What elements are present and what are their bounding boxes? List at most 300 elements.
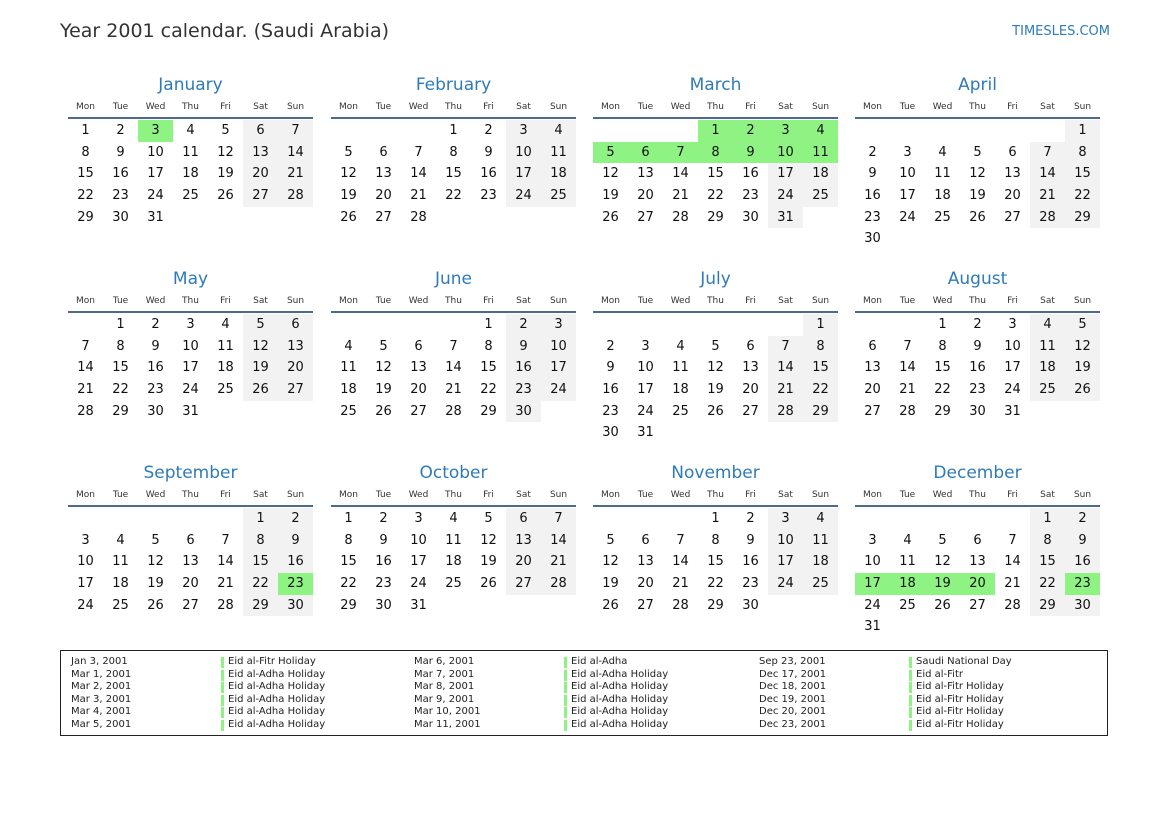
day-cell: 18 xyxy=(541,163,576,185)
day-cell: 12 xyxy=(934,554,951,570)
weekday-label: Sun xyxy=(1073,490,1092,500)
day-cell: 19 xyxy=(1065,357,1100,379)
day-cell: 18 xyxy=(934,188,951,204)
weekday-label: Mon xyxy=(863,296,882,306)
weekday-label: Wed xyxy=(145,296,166,306)
day-cell: 14 xyxy=(1004,554,1021,570)
month-october xyxy=(331,462,576,616)
day-cell: 7 xyxy=(449,338,458,354)
day-cell: 28 xyxy=(768,401,803,423)
day-cell: 15 xyxy=(803,357,838,379)
holiday-date: Mar 8, 2001 xyxy=(414,681,475,693)
holiday-marker xyxy=(221,670,224,681)
day-cell: 17 xyxy=(410,554,427,570)
weekday-label: Fri xyxy=(745,296,756,306)
day-cell: 13 xyxy=(1004,166,1021,182)
holiday-name: Saudi National Day xyxy=(916,656,1012,667)
weekday-label: Fri xyxy=(220,490,231,500)
day-cell: 17 xyxy=(1004,360,1021,376)
day-cell: 22 xyxy=(112,382,129,398)
header-rule xyxy=(855,311,1100,313)
weekday-label: Sat xyxy=(1040,296,1055,306)
day-cell: 3 xyxy=(768,508,803,530)
day-cell: 24 xyxy=(541,379,576,401)
holiday-date: Mar 2, 2001 xyxy=(71,681,132,693)
day-cell: 8 xyxy=(484,338,493,354)
holiday-name: Eid al-Fitr Holiday xyxy=(916,706,1004,718)
day-cell: 19 xyxy=(480,554,497,570)
empty-cell xyxy=(401,120,436,142)
weekday-label: Mon xyxy=(863,102,882,112)
empty-cell xyxy=(366,314,401,336)
weekday-label: Sat xyxy=(1040,490,1055,500)
day-cell: 30 xyxy=(147,403,164,419)
weekday-label: Sat xyxy=(253,296,268,306)
day-cell: 8 xyxy=(1065,142,1100,164)
day-cell: 13 xyxy=(969,554,986,570)
holiday-entry xyxy=(404,719,751,732)
day-cell: 4 xyxy=(1030,314,1065,336)
day-cell: 20 xyxy=(506,551,541,573)
day-cell: 25 xyxy=(445,576,462,592)
day-cell: 13 xyxy=(742,360,759,376)
day-cell: 27 xyxy=(182,597,199,613)
day-cell: 27 xyxy=(375,209,392,225)
day-cell: 15 xyxy=(445,166,462,182)
day-cell: 9 xyxy=(379,532,388,548)
day-cell: 26 xyxy=(1065,379,1100,401)
weekday-label: Thu xyxy=(182,296,199,306)
month-january xyxy=(68,74,313,228)
day-cell: 4 xyxy=(186,123,195,138)
holiday-entry xyxy=(61,656,408,669)
day-cell: 22 xyxy=(480,382,497,398)
weekday-label: Mon xyxy=(601,102,620,112)
day-cell: 14 xyxy=(1030,163,1065,185)
day-cell: 19 xyxy=(147,576,164,592)
holiday-marker xyxy=(221,682,224,693)
day-cell: 21 xyxy=(1030,185,1065,207)
day-cell: 20 xyxy=(1004,188,1021,204)
day-cell: 8 xyxy=(711,532,720,548)
day-cell: 14 xyxy=(77,360,94,376)
month-april xyxy=(855,74,1100,250)
day-cell: 14 xyxy=(672,166,689,182)
weekday-label: Sun xyxy=(1073,102,1092,112)
holiday-day-cell: 19 xyxy=(925,573,960,595)
empty-cell xyxy=(890,508,925,530)
day-cell: 24 xyxy=(147,188,164,204)
day-cell: 20 xyxy=(182,576,199,592)
legend-column xyxy=(61,656,408,732)
day-cell: 31 xyxy=(410,597,427,613)
day-cell: 23 xyxy=(602,403,619,419)
day-cell: 27 xyxy=(742,403,759,419)
day-cell: 25 xyxy=(803,185,838,207)
day-cell: 18 xyxy=(1030,357,1065,379)
holiday-date: Mar 9, 2001 xyxy=(414,693,475,705)
holiday-marker xyxy=(909,682,912,693)
empty-cell xyxy=(995,508,1030,530)
holiday-entry xyxy=(749,669,1096,682)
day-cell: 5 xyxy=(484,511,493,526)
holiday-day-cell: 3 xyxy=(138,120,173,142)
holiday-date: Mar 7, 2001 xyxy=(414,668,475,680)
day-cell: 14 xyxy=(899,360,916,376)
day-cell: 5 xyxy=(1065,314,1100,336)
holiday-name: Eid al-Adha Holiday xyxy=(571,681,669,693)
weekday-label: Tue xyxy=(899,296,916,306)
header-rule xyxy=(331,117,576,119)
day-cell: 10 xyxy=(637,360,654,376)
weekday-label: Mon xyxy=(76,296,95,306)
holiday-day-cell: 17 xyxy=(855,573,890,595)
day-cell: 29 xyxy=(934,403,951,419)
day-cell: 13 xyxy=(864,360,881,376)
day-cell: 9 xyxy=(868,166,877,182)
holiday-marker xyxy=(909,707,912,718)
weekday-label: Tue xyxy=(637,296,654,306)
day-cell: 5 xyxy=(938,532,947,548)
weekday-label: Wed xyxy=(145,102,166,112)
day-cell: 17 xyxy=(637,382,654,398)
day-cell: 22 xyxy=(803,379,838,401)
weekday-header xyxy=(68,486,313,504)
month-name: June xyxy=(434,269,473,289)
holiday-date: Mar 4, 2001 xyxy=(71,706,132,718)
day-cell: 23 xyxy=(147,382,164,398)
day-cell: 29 xyxy=(1065,207,1100,229)
holiday-marker xyxy=(221,707,224,718)
day-cell: 11 xyxy=(1030,336,1065,358)
day-cell: 31 xyxy=(637,425,654,441)
day-cell: 5 xyxy=(243,314,278,336)
empty-cell xyxy=(768,314,803,336)
holiday-day-cell: 5 xyxy=(593,142,628,164)
day-cell: 10 xyxy=(541,336,576,358)
weekday-label: Wed xyxy=(670,296,691,306)
weekday-label: Sat xyxy=(778,490,793,500)
day-cell: 7 xyxy=(676,532,685,548)
day-cell: 6 xyxy=(506,508,541,530)
day-cell: 9 xyxy=(484,144,493,160)
holiday-day-cell: 11 xyxy=(803,142,838,164)
day-cell: 29 xyxy=(1030,595,1065,617)
month-name: March xyxy=(689,75,742,95)
holiday-date: Dec 23, 2001 xyxy=(759,718,827,730)
empty-cell xyxy=(995,120,1030,142)
day-cell: 29 xyxy=(707,209,724,225)
holiday-name: Eid al-Adha Holiday xyxy=(571,706,669,718)
day-cell: 7 xyxy=(903,338,912,354)
holiday-entry xyxy=(404,681,751,694)
day-cell: 15 xyxy=(934,360,951,376)
day-cell: 9 xyxy=(116,144,125,160)
day-cell: 11 xyxy=(899,554,916,570)
day-cell: 21 xyxy=(1004,576,1021,592)
day-cell: 4 xyxy=(116,532,125,548)
day-cell: 6 xyxy=(641,532,650,548)
day-cell: 24 xyxy=(182,382,199,398)
empty-cell xyxy=(331,120,366,142)
day-cell: 5 xyxy=(151,532,160,548)
weekday-label: Mon xyxy=(601,490,620,500)
day-cell: 10 xyxy=(182,338,199,354)
day-grid xyxy=(855,314,1100,422)
holiday-name: Eid al-Adha Holiday xyxy=(228,681,326,693)
day-cell: 5 xyxy=(344,144,353,160)
day-cell: 20 xyxy=(410,382,427,398)
empty-cell xyxy=(593,120,628,142)
weekday-label: Fri xyxy=(1007,490,1018,500)
empty-cell xyxy=(1030,120,1065,142)
day-cell: 24 xyxy=(637,403,654,419)
day-cell: 1 xyxy=(344,511,353,526)
holiday-marker xyxy=(909,670,912,681)
day-cell: 15 xyxy=(243,551,278,573)
holiday-name: Eid al-Adha Holiday xyxy=(571,668,669,680)
day-cell: 19 xyxy=(707,382,724,398)
day-cell: 1 xyxy=(803,314,838,336)
empty-cell xyxy=(663,120,698,142)
holiday-date: Mar 3, 2001 xyxy=(71,693,132,705)
day-cell: 18 xyxy=(182,166,199,182)
day-cell: 15 xyxy=(1030,551,1065,573)
day-cell: 9 xyxy=(278,530,313,552)
day-cell: 25 xyxy=(182,188,199,204)
empty-cell xyxy=(138,508,173,530)
day-grid xyxy=(331,508,576,616)
weekday-header xyxy=(331,486,576,504)
weekday-label: Sun xyxy=(549,490,568,500)
day-cell: 6 xyxy=(243,120,278,142)
weekday-label: Thu xyxy=(707,102,724,112)
holiday-marker xyxy=(909,695,912,706)
weekday-label: Tue xyxy=(112,296,129,306)
weekday-label: Tue xyxy=(375,490,392,500)
site-link[interactable]: TIMESLES.COM xyxy=(1012,24,1110,39)
day-cell: 17 xyxy=(768,551,803,573)
holiday-entry xyxy=(749,694,1096,707)
header-rule xyxy=(593,311,838,313)
day-grid xyxy=(855,508,1100,638)
holiday-date: Dec 17, 2001 xyxy=(759,668,827,680)
weekday-label: Thu xyxy=(969,102,986,112)
empty-cell xyxy=(68,314,103,336)
empty-cell xyxy=(855,120,890,142)
month-name: May xyxy=(172,269,209,289)
header-rule xyxy=(68,311,313,313)
day-cell: 12 xyxy=(1065,336,1100,358)
day-cell: 16 xyxy=(147,360,164,376)
day-cell: 28 xyxy=(445,403,462,419)
day-cell: 12 xyxy=(602,554,619,570)
day-cell: 20 xyxy=(637,576,654,592)
day-cell: 16 xyxy=(742,554,759,570)
day-cell: 2 xyxy=(151,317,160,332)
day-cell: 2 xyxy=(606,338,615,354)
day-cell: 31 xyxy=(147,209,164,225)
month-name: August xyxy=(947,269,1008,289)
empty-cell xyxy=(960,508,995,530)
day-cell: 12 xyxy=(217,144,234,160)
day-cell: 20 xyxy=(864,382,881,398)
day-cell: 28 xyxy=(410,209,427,225)
day-cell: 1 xyxy=(1030,508,1065,530)
day-cell: 18 xyxy=(217,360,234,376)
day-cell: 22 xyxy=(707,576,724,592)
day-cell: 29 xyxy=(243,595,278,617)
day-cell: 12 xyxy=(602,166,619,182)
day-cell: 28 xyxy=(899,403,916,419)
empty-cell xyxy=(173,508,208,530)
weekday-label: Sun xyxy=(811,102,830,112)
day-cell: 28 xyxy=(672,209,689,225)
holiday-date: Jan 3, 2001 xyxy=(71,656,128,667)
holiday-entry xyxy=(61,669,408,682)
holiday-day-cell: 2 xyxy=(733,120,768,142)
day-cell: 1 xyxy=(711,511,720,526)
day-cell: 20 xyxy=(742,382,759,398)
month-name: April xyxy=(958,75,997,95)
holiday-day-cell: 9 xyxy=(733,142,768,164)
weekday-header xyxy=(593,98,838,116)
day-cell: 18 xyxy=(803,551,838,573)
month-name: November xyxy=(671,463,760,483)
day-cell: 8 xyxy=(1030,530,1065,552)
day-cell: 17 xyxy=(182,360,199,376)
day-cell: 8 xyxy=(243,530,278,552)
day-cell: 9 xyxy=(1065,530,1100,552)
day-cell: 1 xyxy=(243,508,278,530)
day-cell: 22 xyxy=(445,188,462,204)
day-cell: 14 xyxy=(672,554,689,570)
weekday-label: Fri xyxy=(745,490,756,500)
day-cell: 6 xyxy=(379,144,388,160)
weekday-label: Thu xyxy=(182,102,199,112)
day-cell: 10 xyxy=(410,532,427,548)
day-cell: 5 xyxy=(711,338,720,354)
holiday-marker xyxy=(564,707,567,718)
weekday-label: Wed xyxy=(932,490,953,500)
month-name: February xyxy=(415,75,492,95)
day-cell: 15 xyxy=(707,166,724,182)
day-cell: 31 xyxy=(768,207,803,229)
holiday-name: Eid al-Fitr Holiday xyxy=(916,718,1004,730)
empty-cell xyxy=(208,508,243,530)
month-february xyxy=(331,74,576,228)
day-cell: 7 xyxy=(81,338,90,354)
holiday-date: Dec 20, 2001 xyxy=(759,706,827,718)
empty-cell xyxy=(331,314,366,336)
day-cell: 16 xyxy=(602,382,619,398)
day-cell: 14 xyxy=(445,360,462,376)
legend-column xyxy=(404,656,751,732)
day-cell: 11 xyxy=(803,530,838,552)
day-cell: 13 xyxy=(278,336,313,358)
weekday-label: Sat xyxy=(516,102,531,112)
day-cell: 24 xyxy=(1004,382,1021,398)
page-title: Year 2001 calendar. (Saudi Arabia) xyxy=(60,20,389,42)
day-cell: 10 xyxy=(1004,338,1021,354)
day-cell: 1 xyxy=(81,123,90,138)
day-cell: 21 xyxy=(768,379,803,401)
day-cell: 16 xyxy=(506,357,541,379)
weekday-header xyxy=(855,292,1100,310)
weekday-label: Thu xyxy=(969,490,986,500)
header-rule xyxy=(331,505,576,507)
empty-cell xyxy=(925,508,960,530)
day-cell: 2 xyxy=(379,511,388,526)
day-cell: 27 xyxy=(278,379,313,401)
empty-cell xyxy=(593,314,628,336)
day-cell: 10 xyxy=(768,530,803,552)
header-rule xyxy=(593,505,838,507)
day-cell: 22 xyxy=(1030,573,1065,595)
weekday-label: Fri xyxy=(745,102,756,112)
weekday-label: Mon xyxy=(601,296,620,306)
day-cell: 26 xyxy=(602,209,619,225)
day-cell: 11 xyxy=(340,360,357,376)
weekday-header xyxy=(593,486,838,504)
day-cell: 2 xyxy=(868,144,877,160)
day-cell: 12 xyxy=(147,554,164,570)
day-cell: 3 xyxy=(506,120,541,142)
day-cell: 23 xyxy=(864,209,881,225)
day-cell: 27 xyxy=(1004,209,1021,225)
empty-cell xyxy=(855,314,890,336)
day-cell: 12 xyxy=(707,360,724,376)
day-cell: 23 xyxy=(742,576,759,592)
day-cell: 16 xyxy=(864,188,881,204)
holiday-marker xyxy=(909,720,912,731)
weekday-label: Sun xyxy=(549,296,568,306)
day-cell: 18 xyxy=(445,554,462,570)
day-cell: 7 xyxy=(414,144,423,160)
holiday-name: Eid al-Adha Holiday xyxy=(571,693,669,705)
day-cell: 2 xyxy=(506,314,541,336)
day-cell: 23 xyxy=(375,576,392,592)
day-cell: 8 xyxy=(449,144,458,160)
day-cell: 25 xyxy=(934,209,951,225)
weekday-label: Sat xyxy=(516,296,531,306)
weekday-header xyxy=(331,98,576,116)
day-cell: 9 xyxy=(506,336,541,358)
day-cell: 28 xyxy=(217,597,234,613)
day-cell: 9 xyxy=(973,338,982,354)
weekday-label: Sun xyxy=(549,102,568,112)
month-july xyxy=(593,268,838,444)
day-cell: 3 xyxy=(541,314,576,336)
month-august xyxy=(855,268,1100,422)
weekday-header xyxy=(331,292,576,310)
weekday-label: Sun xyxy=(1073,296,1092,306)
month-name: December xyxy=(933,463,1022,483)
weekday-label: Mon xyxy=(339,296,358,306)
day-cell: 1 xyxy=(484,317,493,332)
weekday-label: Fri xyxy=(1007,296,1018,306)
day-cell: 1 xyxy=(938,317,947,332)
legend-column xyxy=(749,656,1096,732)
day-cell: 19 xyxy=(217,166,234,182)
day-cell: 16 xyxy=(278,551,313,573)
weekday-label: Sun xyxy=(286,490,305,500)
day-cell: 30 xyxy=(742,209,759,225)
holiday-date: Mar 10, 2001 xyxy=(414,706,481,718)
empty-cell xyxy=(436,314,471,336)
day-cell: 13 xyxy=(506,530,541,552)
holiday-day-cell: 23 xyxy=(278,573,313,595)
